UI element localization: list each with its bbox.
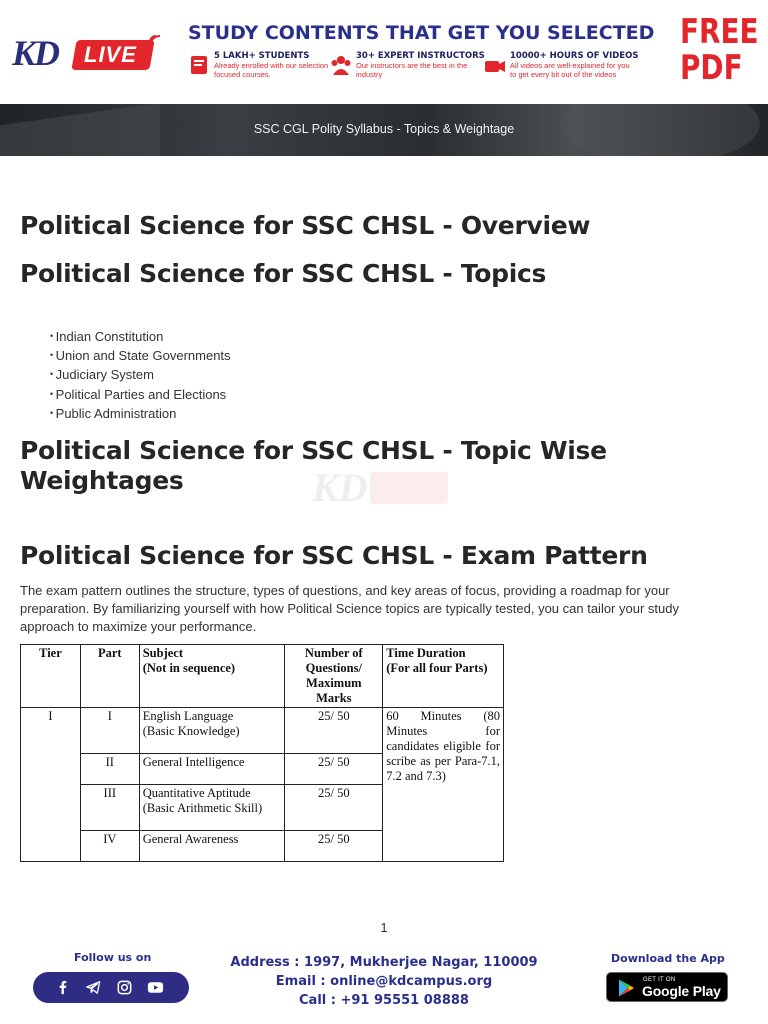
free-pdf-label[interactable] xyxy=(680,14,759,86)
footer-email[interactable]: Email : online@kdcampus.org xyxy=(275,974,493,989)
part-cell: I xyxy=(80,708,139,754)
heading-overview: Political Science for SSC CHSL - Overview xyxy=(20,211,591,240)
list-item: • Public Administration xyxy=(50,405,231,424)
download-app-label: Download the App xyxy=(611,952,725,965)
subject-line: (Basic Arithmetic Skill) xyxy=(142,801,263,815)
list-item: • Judiciary System xyxy=(50,366,231,385)
feature-title: 10000+ HOURS OF VIDEOS xyxy=(510,51,639,61)
google-play-button[interactable] xyxy=(606,972,728,1002)
part-cell: II xyxy=(80,754,139,785)
list-item: • Indian Constitution xyxy=(50,328,231,347)
feature-title: 30+ EXPERT INSTRUCTORS xyxy=(356,51,485,61)
intro-paragraph: The exam pattern outlines the structure, types of questions, and key areas of focus, providing a roadmap for your preparation. By familiarizing yourself with how Political Science topics are typically tested, you can tailor your study approach to maximize your performance. xyxy=(20,583,679,635)
col-part: Part xyxy=(80,645,139,708)
gplay-small-text: GET IT ON xyxy=(643,977,676,983)
col-number-line: Maximum xyxy=(306,676,362,690)
col-time xyxy=(383,645,504,708)
feature-desc: Already enrolled with our selection focused courses. xyxy=(214,61,329,79)
time-cell: 60 Minutes (80 Minutes for candidates eligible for scribe as per Para-7.1, 7.2 and 7.3) xyxy=(383,708,504,862)
list-item: • Political Parties and Elections xyxy=(50,386,231,405)
col-number xyxy=(285,645,383,708)
col-time-note: (For all four Parts) xyxy=(386,661,488,675)
page-number: 1 xyxy=(380,920,388,935)
col-number-line: Number of xyxy=(304,646,363,660)
free-pdf-line1: FREE xyxy=(680,12,759,52)
watermark-kd: KD xyxy=(312,465,368,510)
col-subject xyxy=(139,645,285,708)
footer-address: Address : 1997, Mukherjee Nagar, 110009 xyxy=(230,955,538,970)
tier-value: I xyxy=(21,708,81,862)
subject-line: Quantitative Aptitude xyxy=(142,786,251,800)
google-play-icon xyxy=(616,978,636,998)
logo-live-text: LIVE xyxy=(84,42,137,67)
col-number-line: Questions/ xyxy=(305,661,362,675)
subject-cell xyxy=(139,754,285,785)
part-cell: IV xyxy=(80,831,139,862)
logo-kd-text: KD xyxy=(12,33,59,73)
feature-instructors xyxy=(330,51,485,83)
subject-cell xyxy=(139,785,285,831)
feature-title: 5 LAKH+ STUDENTS xyxy=(214,51,310,61)
col-number-line: Marks xyxy=(316,691,352,705)
subject-line: General Awareness xyxy=(142,832,239,846)
part-cell: III xyxy=(80,785,139,831)
feature-desc: All videos are well-explained for you to get every bit out of the videos xyxy=(510,61,630,79)
broadcast-icon xyxy=(146,28,166,48)
marks-cell: 25/ 50 xyxy=(285,708,383,754)
topic-list xyxy=(50,328,231,424)
col-time-label: Time Duration xyxy=(386,646,466,660)
subject-line: (Basic Knowledge) xyxy=(142,724,240,738)
subject-cell xyxy=(139,708,285,754)
gplay-big-text: Google Play xyxy=(642,983,721,999)
top-banner xyxy=(0,0,768,104)
subject-line: General Intelligence xyxy=(142,755,245,769)
marks-cell: 25/ 50 xyxy=(285,754,383,785)
table-row xyxy=(21,708,504,754)
marks-cell: 25/ 50 xyxy=(285,785,383,831)
title-strip xyxy=(0,104,768,156)
video-camera-icon xyxy=(484,53,506,77)
heading-exam-pattern: Political Science for SSC CHSL - Exam Pattern xyxy=(20,541,648,570)
list-item: • Union and State Governments xyxy=(50,347,231,366)
instructors-icon xyxy=(330,53,352,77)
kd-live-logo[interactable] xyxy=(12,28,162,76)
footer-phone[interactable]: Call : +91 95551 08888 xyxy=(299,993,469,1008)
exam-pattern-table xyxy=(20,644,504,862)
feature-videos xyxy=(484,51,664,83)
feature-students xyxy=(188,51,328,83)
col-tier: Tier xyxy=(21,645,81,708)
subject-cell xyxy=(139,831,285,862)
table-header-row xyxy=(21,645,504,708)
feature-desc: Our instructors are the best in the industry xyxy=(356,61,468,79)
heading-topics: Political Science for SSC CHSL - Topics xyxy=(20,259,547,288)
strip-title: SSC CGL Polity Syllabus - Topics & Weightage xyxy=(253,122,515,136)
col-subject-note: (Not in sequence) xyxy=(142,661,236,675)
book-icon xyxy=(188,53,210,77)
banner-headline: STUDY CONTENTS THAT GET YOU SELECTED xyxy=(188,22,655,44)
subject-line: English Language xyxy=(142,709,234,723)
col-subject-label: Subject xyxy=(142,646,184,660)
follow-us-label: Follow us on xyxy=(74,951,152,964)
heading-weightage: Political Science for SSC CHSL - Topic Wise Weightages xyxy=(20,436,607,495)
free-pdf-line2: PDF xyxy=(680,48,743,88)
marks-cell: 25/ 50 xyxy=(285,831,383,862)
